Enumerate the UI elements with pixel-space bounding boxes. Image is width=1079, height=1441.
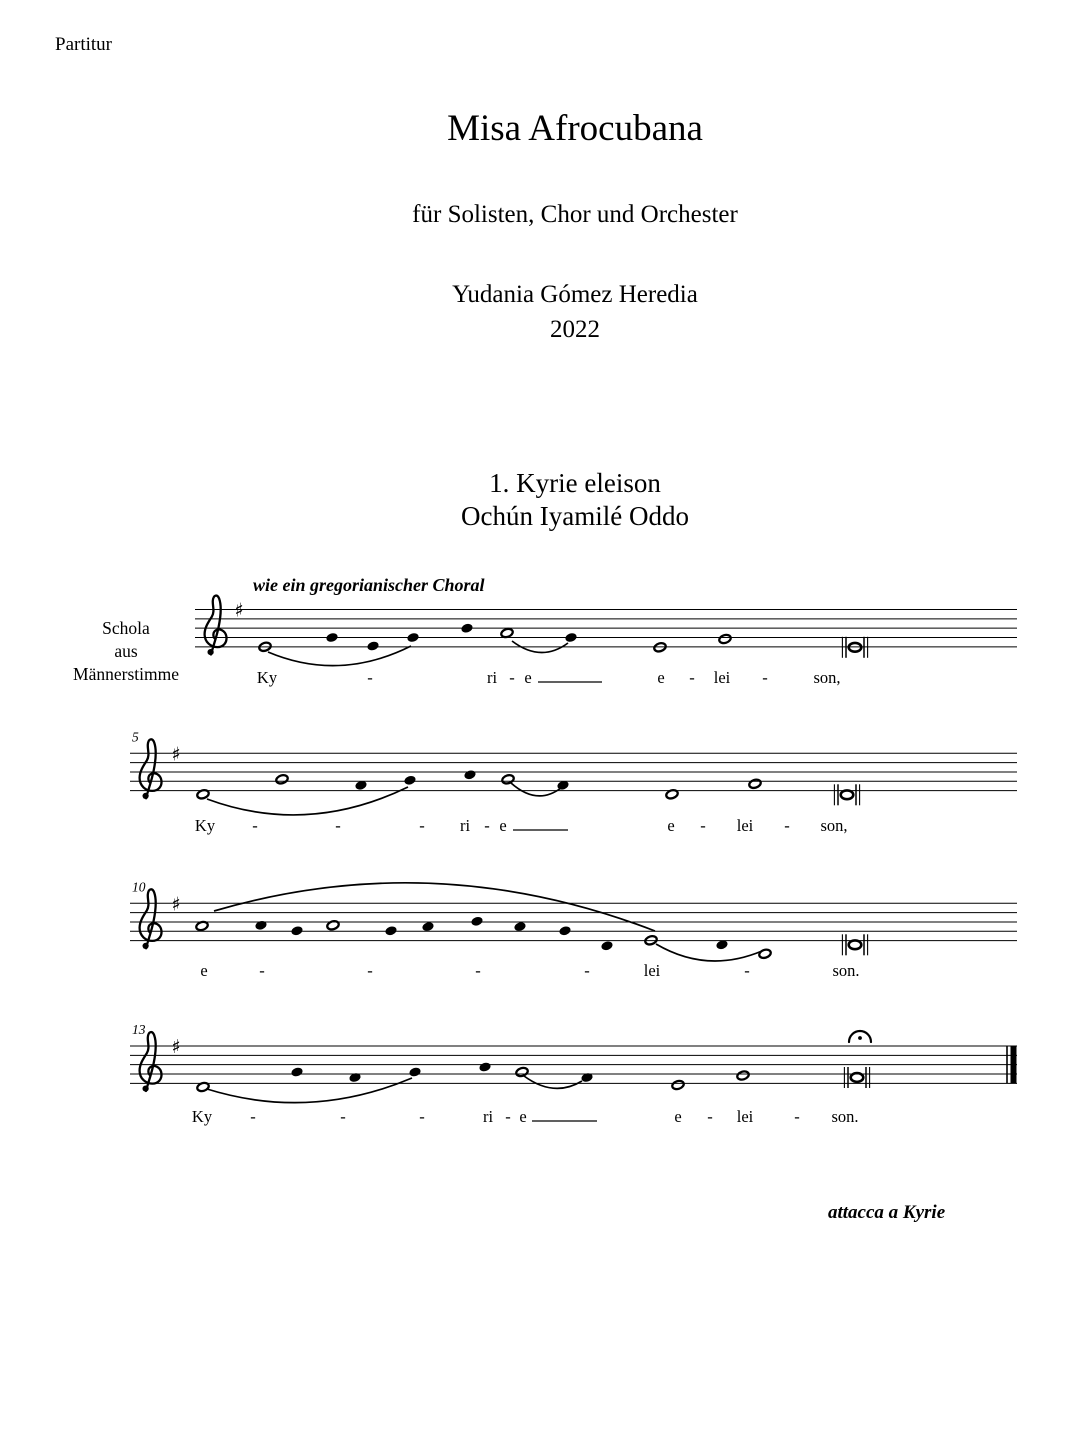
lyric-syllable: - — [252, 816, 258, 835]
notehead-filled — [366, 640, 379, 651]
notehead-open — [275, 774, 289, 785]
system-2 — [130, 729, 1017, 835]
system-4 — [130, 1022, 1017, 1126]
lyric-syllable: lei — [713, 668, 731, 687]
slur — [214, 883, 655, 931]
notehead-filled — [254, 920, 267, 931]
measure-number: 13 — [132, 1022, 146, 1037]
notehead-whole — [849, 940, 862, 949]
treble-clef-icon — [140, 1032, 162, 1092]
lyric-syllable: - — [744, 961, 750, 980]
lyric-syllable: son, — [813, 668, 841, 687]
treble-clef-icon — [140, 889, 162, 949]
notehead-filled — [460, 623, 473, 634]
lyric-syllable: lei — [736, 816, 754, 835]
movement-subtitle: Ochún Iyamilé Oddo — [461, 501, 689, 531]
measure-number: 5 — [132, 729, 139, 745]
notehead-filled — [406, 632, 419, 643]
key-signature-sharp-icon: ♯ — [171, 1036, 181, 1058]
lyric-syllable: e — [657, 668, 665, 687]
notehead-open — [326, 920, 340, 931]
instrument-label-line3: Männerstimme — [73, 664, 179, 684]
work-subtitle: für Solisten, Chor und Orchester — [412, 201, 738, 228]
notehead-filled — [325, 632, 338, 643]
notehead-filled — [403, 775, 416, 786]
lyric-syllable: son. — [831, 1107, 859, 1126]
final-barline-thick — [1011, 1046, 1017, 1083]
key-signature-sharp-icon: ♯ — [171, 743, 181, 766]
notehead-filled — [290, 925, 303, 936]
lyric-syllable: - — [419, 816, 425, 835]
lyric-syllable: ri — [486, 668, 498, 687]
notehead-whole — [841, 790, 854, 799]
system-3 — [130, 879, 1017, 980]
slur — [207, 1078, 412, 1103]
lyric-syllable: - — [484, 816, 490, 835]
notehead-filled — [478, 1061, 491, 1072]
fermata-dot — [858, 1036, 862, 1040]
notehead-open — [758, 948, 772, 959]
lyric-syllable: e — [499, 816, 507, 835]
notehead-filled — [513, 921, 526, 932]
composer-name: Yudania Gómez Heredia — [452, 281, 698, 308]
notehead-filled — [384, 925, 397, 936]
notehead-filled — [408, 1066, 421, 1077]
instrument-label-line1: Schola — [102, 618, 150, 638]
treble-clef-icon — [205, 596, 227, 656]
lyric-syllable: e — [519, 1107, 527, 1126]
lyric-syllable: - — [700, 816, 706, 835]
measure-number: 10 — [132, 879, 146, 895]
lyric-syllable: - — [689, 668, 695, 687]
slur — [268, 646, 411, 666]
lyric-syllable: e — [200, 961, 208, 980]
lyric-syllable: - — [794, 1107, 800, 1126]
notehead-open — [515, 1066, 529, 1077]
lyric-syllable: ri — [459, 816, 471, 835]
lyric-syllable: - — [419, 1107, 425, 1126]
notehead-filled — [421, 921, 434, 932]
lyric-syllable: Ky — [191, 1107, 213, 1126]
lyric-syllable: Ky — [194, 816, 216, 835]
lyric-syllable: - — [509, 668, 515, 687]
lyric-syllable: - — [340, 1107, 346, 1126]
lyric-syllable: lei — [643, 961, 661, 980]
movement-title: 1. Kyrie eleison — [489, 468, 661, 498]
notehead-filled — [564, 632, 577, 643]
notehead-filled — [470, 916, 483, 927]
attacca-direction: attacca a Kyrie — [828, 1202, 946, 1223]
notehead-open — [671, 1079, 685, 1090]
lyric-syllable: - — [584, 961, 590, 980]
lyric-syllable: son, — [820, 816, 848, 835]
part-label: Partitur — [55, 34, 112, 55]
lyric-syllable: - — [367, 668, 373, 687]
tempo-marking: wie ein gregorianischer Choral — [253, 575, 485, 595]
lyric-syllable: - — [250, 1107, 256, 1126]
lyric-syllable: lei — [736, 1107, 754, 1126]
slur — [524, 1076, 582, 1088]
instrument-label-line2: aus — [114, 641, 138, 661]
notehead-open — [718, 633, 732, 644]
notehead-filled — [290, 1066, 303, 1077]
lyric-syllable: Ky — [256, 668, 278, 687]
lyric-syllable: e — [674, 1107, 682, 1126]
slur — [511, 783, 561, 796]
notehead-open — [500, 627, 514, 638]
lyric-syllable: - — [259, 961, 265, 980]
notehead-open — [736, 1070, 750, 1081]
notehead-filled — [463, 769, 476, 780]
slur — [207, 787, 408, 815]
notehead-filled — [600, 940, 613, 951]
lyric-syllable: e — [667, 816, 675, 835]
key-signature-sharp-icon: ♯ — [171, 893, 181, 916]
notehead-filled — [558, 925, 571, 936]
notehead-open — [748, 778, 762, 789]
lyric-syllable: - — [367, 961, 373, 980]
notehead-open — [501, 774, 515, 785]
lyric-syllable: - — [475, 961, 481, 980]
treble-clef-icon — [140, 739, 162, 799]
lyric-syllable: - — [762, 668, 768, 687]
lyric-syllable: - — [784, 816, 790, 835]
lyric-syllable: son. — [832, 961, 860, 980]
lyric-syllable: ri — [482, 1107, 494, 1126]
lyric-syllable: - — [335, 816, 341, 835]
lyric-syllable: e — [524, 668, 532, 687]
composition-year: 2022 — [550, 316, 600, 343]
lyric-syllable: - — [707, 1107, 713, 1126]
system-1 — [195, 596, 1017, 687]
key-signature-sharp-icon: ♯ — [234, 599, 244, 622]
slur — [656, 944, 762, 961]
lyric-syllable: - — [505, 1107, 511, 1126]
work-title: Misa Afrocubana — [447, 108, 703, 149]
